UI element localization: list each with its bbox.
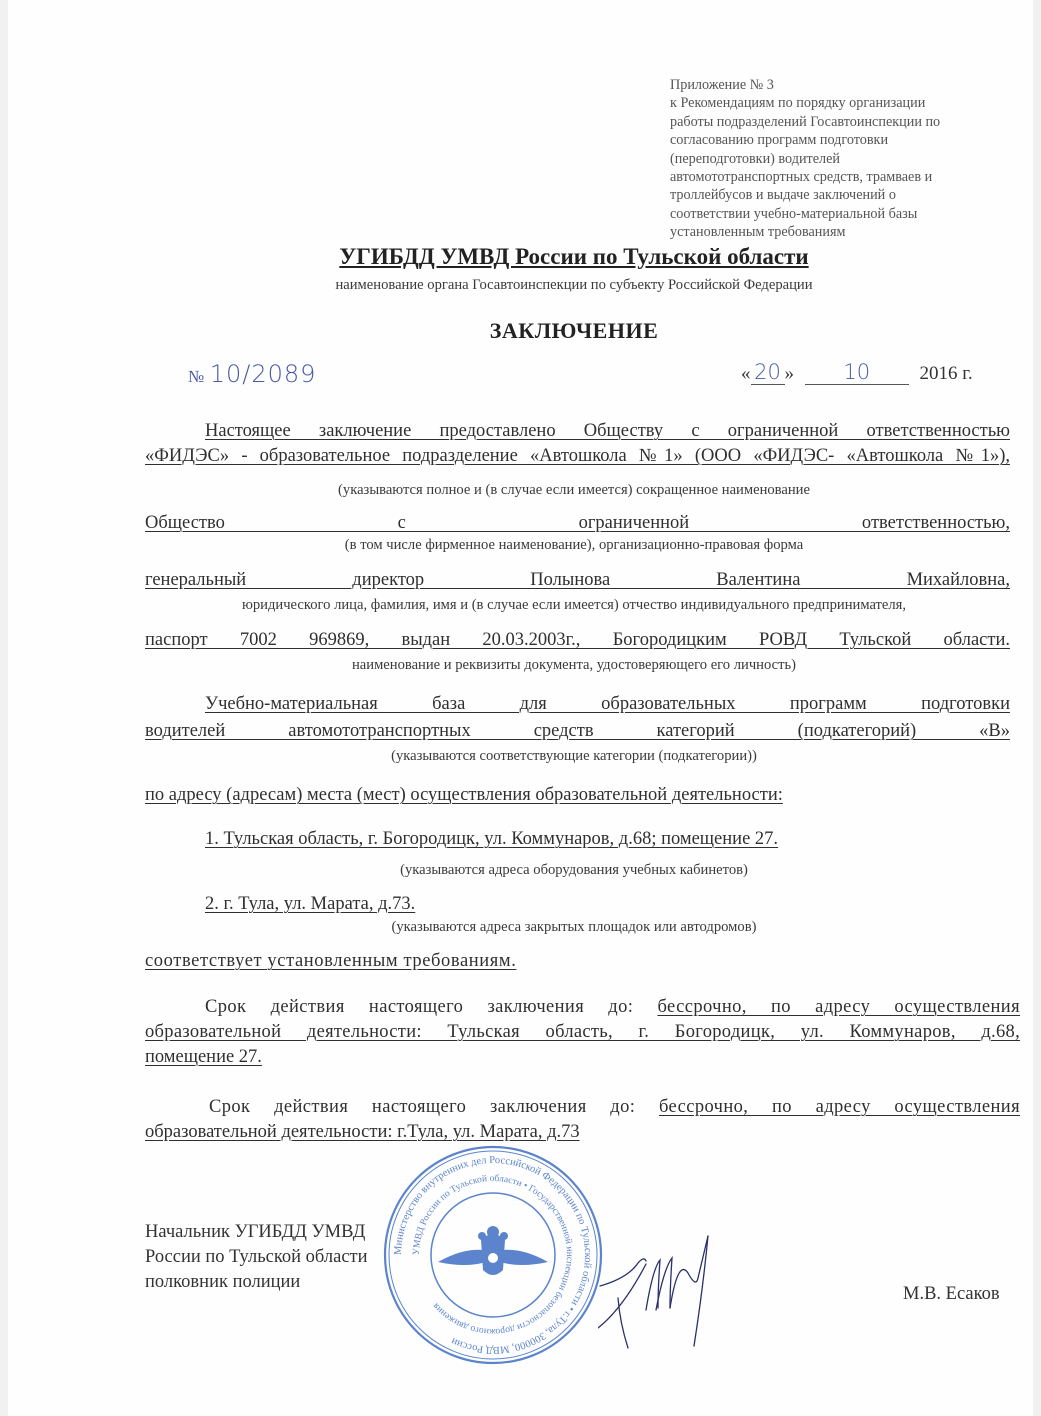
date-month: 10: [805, 360, 909, 385]
appendix-line: работы подразделений Госавтоинспекции по: [670, 113, 941, 130]
number-sign: №: [188, 367, 205, 386]
validity-2-line2: образовательной деятельности: г.Тула, ул. Марата, д.73: [145, 1122, 580, 1142]
appendix-line: соответствии учебно-материальной базы: [670, 205, 918, 222]
training-base-line1: Учебно-материальная база для образовательных программ подготовки: [205, 694, 1010, 714]
director-line: генеральный директор Полынова Валентина Михайловна,: [145, 570, 1010, 590]
legal-form-caption: (в том числе фирменное наименование), организационно-правовая форма: [344, 537, 804, 553]
addresses-intro: по адресу (адресам) места (мест) осуществления образовательной деятельности:: [145, 785, 783, 805]
document-date: [741, 360, 973, 385]
signer-rank: полковник полиции: [145, 1272, 301, 1292]
appendix-line: Приложение № 3: [670, 77, 774, 93]
passport-line: паспорт 7002 969869, выдан 20.03.2003г., Богородицким РОВД Тульской области.: [145, 630, 1010, 650]
signer-name: М.В. Есаков: [903, 1284, 1000, 1304]
appendix-line: установленным требованиям: [670, 224, 846, 241]
appendix-line: согласованию программ подготовки: [670, 132, 889, 149]
date-day: 20: [751, 360, 785, 385]
organization-name: УГИБДД УМВД России по Тульской области: [339, 244, 809, 269]
validity-2-prefix: Срок действия настоящего заключения до:: [209, 1097, 636, 1117]
validity-2-line1: [209, 1097, 1020, 1118]
validity-1-line1: [205, 997, 1020, 1018]
passport-caption: наименование и реквизиты документа, удостоверяющего его личность): [351, 657, 797, 673]
organization-full-name-line2: «ФИДЭС» - образовательное подразделение «Автошкола №1» (ООО «ФИДЭС- «Автошкола №1»),: [145, 446, 1010, 466]
address-2: 2. г. Тула, ул. Марата, д.73.: [205, 894, 416, 914]
conclusion-statement: соответствует установленным требованиям.: [145, 951, 517, 971]
date-year: 2016 г.: [919, 363, 973, 384]
appendix-note: [670, 76, 1000, 242]
appendix-line: автомототранспортных средств, трамваев и: [670, 169, 933, 186]
appendix-line: (переподготовки) водителей: [670, 150, 840, 167]
validity-1-line2: образовательной деятельности: Тульская область, г. Богородицк, ул. Коммунаров, д.68,: [145, 1022, 1020, 1042]
document-number: [188, 360, 316, 388]
director-caption: юридического лица, фамилия, имя и (в случае если имеется) отчество индивидуального предпринимателя,: [241, 597, 907, 613]
categories-caption: (указываются соответствующие категории (подкатегории)): [391, 748, 757, 764]
document-page: [8, 0, 1033, 1416]
validity-1-line3: помещение 27.: [145, 1047, 262, 1067]
legal-form-line: Общество с ограниченной ответственностью,: [145, 513, 1010, 533]
stamp-outer-text: Министерство внутренних дел Российской Федерации по Тульской области • г.Тула, 300000, МВД России: [392, 1154, 594, 1356]
stamp-inner-text: УМВД России по Тульской области • Государственной инспекции безопасности дорожного движения: [411, 1173, 575, 1337]
appendix-line: к Рекомендациям по порядку организации: [670, 95, 926, 112]
signer-position-line1: Начальник УГИБДД УМВД: [145, 1222, 366, 1242]
validity-1-value: бессрочно, по адресу осуществления: [657, 997, 1020, 1017]
address-2-caption: (указываются адреса закрытых площадок или автодромов): [391, 919, 757, 935]
date-close-quote: »: [784, 363, 794, 384]
address-1-caption: (указываются адреса оборудования учебных кабинетов): [400, 862, 748, 878]
signature-icon: [598, 1228, 738, 1353]
emblem-eagle-icon: [438, 1226, 548, 1275]
address-1: 1. Тульская область, г. Богородицк, ул. Коммунаров, д.68; помещение 27.: [205, 829, 779, 849]
organization-full-name-line1: Настоящее заключение предоставлено Обществу с ограниченной ответственностью: [205, 421, 1010, 441]
training-base-line2: водителей автомототранспортных средств категорий (подкатегорий) «В»: [145, 721, 1010, 741]
appendix-line: троллейбусов и выдаче заключений о: [670, 187, 896, 204]
validity-2-value: бессрочно, по адресу осуществления: [658, 1097, 1020, 1117]
date-open-quote: «: [741, 363, 751, 384]
organization-name-caption: (указываются полное и (в случае если имеется) сокращенное наименование: [338, 482, 810, 498]
validity-1-prefix: Срок действия настоящего заключения до:: [205, 997, 634, 1017]
official-stamp-icon: [378, 1140, 608, 1370]
document-title: ЗАКЛЮЧЕНИЕ: [489, 318, 659, 343]
number-handwritten: 10/2089: [209, 360, 317, 388]
organization-caption: наименование органа Госавтоинспекции по субъекту Российской Федерации: [335, 277, 813, 293]
signer-position-line2: России по Тульской области: [145, 1247, 368, 1267]
